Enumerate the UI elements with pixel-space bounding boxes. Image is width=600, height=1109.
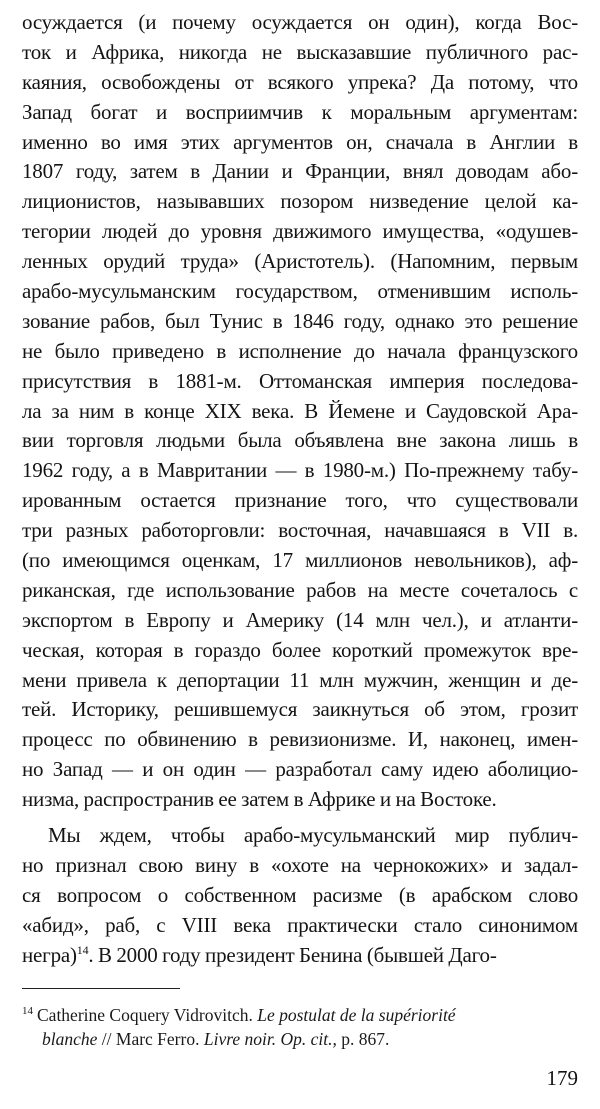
main-text <box>22 8 578 971</box>
text-line: Запад богат и восприимчив к моральным аргументам: <box>22 99 578 124</box>
footnote-title: Le postulat de la supériorité <box>257 1005 456 1025</box>
footnote-line <box>22 1003 578 1027</box>
text-line: 1962 году, а в Мавритании — в 1980-м.) По-прежнему табу- <box>22 458 578 483</box>
text-fragment: негра) <box>22 942 77 967</box>
footnote-reference[interactable]: 14 <box>76 942 89 957</box>
text-line: Мы ждем, чтобы арабо-мусульманский мир публич- <box>48 823 578 848</box>
footnote-source: Livre noir. Op. cit., <box>203 1029 337 1049</box>
text-line: процесс по обвинению в ревизионизме. И, наконец, имен- <box>22 727 578 752</box>
text-line: но Запад — и он один — разработал саму идею аболицио- <box>22 757 578 782</box>
text-line: присутствия в 1881-м. Оттоманская империя последова- <box>22 368 578 393</box>
text-line: три разных работорговли: восточная, начавшаяся в VII в. <box>22 518 578 543</box>
text-line: арабо-мусульманским государством, отменившим исполь- <box>22 279 578 304</box>
footnote-author: Catherine Coquery Vidrovitch. <box>37 1005 253 1025</box>
text-line: не было приведено в исполнение до начала французского <box>22 338 578 363</box>
footnote-divider <box>22 988 180 989</box>
footnote-number: 14 <box>22 1005 33 1018</box>
text-line: ленных орудий труда» (Аристотель). (Напомним, первым <box>22 249 578 274</box>
text-line: лиционистов, называвших позором низведение целой ка- <box>22 189 578 214</box>
text-line: экспортом в Европу и Америку (14 млн чел.), и атланти- <box>22 607 578 632</box>
text-line: ированным остается признание того, что существовали <box>22 488 578 513</box>
text-line: низма, распространив ее затем в Африке и на Востоке. <box>22 787 497 812</box>
text-line: «абид», раб, с VIII века практически стало синонимом <box>22 912 578 937</box>
text-fragment: . В 2000 году президент Бенина (бывшей Даго- <box>88 942 497 967</box>
text-line: именно во имя этих аргументов он, сначала в Англии в <box>22 129 578 154</box>
text-line: мени привела к депортации 11 млн мужчин, женщин и де- <box>22 667 578 692</box>
text-line: осуждается (и почему осуждается он один), когда Вос- <box>22 10 578 34</box>
text-line: ла за ним в конце XIX века. В Йемене и Саудовской Ара- <box>22 398 578 423</box>
text-line: ся вопросом о собственном расизме (в арабском слово <box>22 882 578 907</box>
text-line: ток и Африка, никогда не высказавшие публичного рас- <box>22 39 578 64</box>
footnote-line <box>22 1027 578 1051</box>
text-line: вии торговля людьми была объявлена вне закона лишь в <box>22 428 578 453</box>
text-line: тей. Историку, решившемуся заикнуться об этом, грозит <box>22 697 578 722</box>
footnote <box>22 1003 578 1051</box>
text-line: каяния, освобождены от всякого упрека? Да потому, что <box>22 69 578 94</box>
paragraph-1 <box>22 8 578 815</box>
paragraph-2 <box>22 821 578 941</box>
footnote-pages: p. 867. <box>336 1029 390 1049</box>
text-line: зование рабов, был Тунис в 1846 году, однако это решение <box>22 308 578 333</box>
text-line: 1807 году, затем в Дании и Франции, внял доводам або- <box>22 159 578 184</box>
footnote-separator: // Marc Ferro. <box>97 1029 204 1049</box>
text-line: риканская, где использование рабов на месте сочеталось с <box>22 577 578 602</box>
page-number: 179 <box>546 1066 578 1090</box>
text-line: ческая, которая в гораздо более короткий промежуток вре- <box>22 637 578 662</box>
text-line: (по имеющимся оценкам, 17 миллионов невольников), аф- <box>22 548 578 573</box>
footnote-title-cont: blanche <box>42 1029 98 1049</box>
text-line: тегории людей до уровня движимого имущества, «одушев- <box>22 219 578 244</box>
text-line <box>22 941 578 971</box>
text-line: но признал свою вину в «охоте на чернокожих» и задал- <box>22 852 578 877</box>
